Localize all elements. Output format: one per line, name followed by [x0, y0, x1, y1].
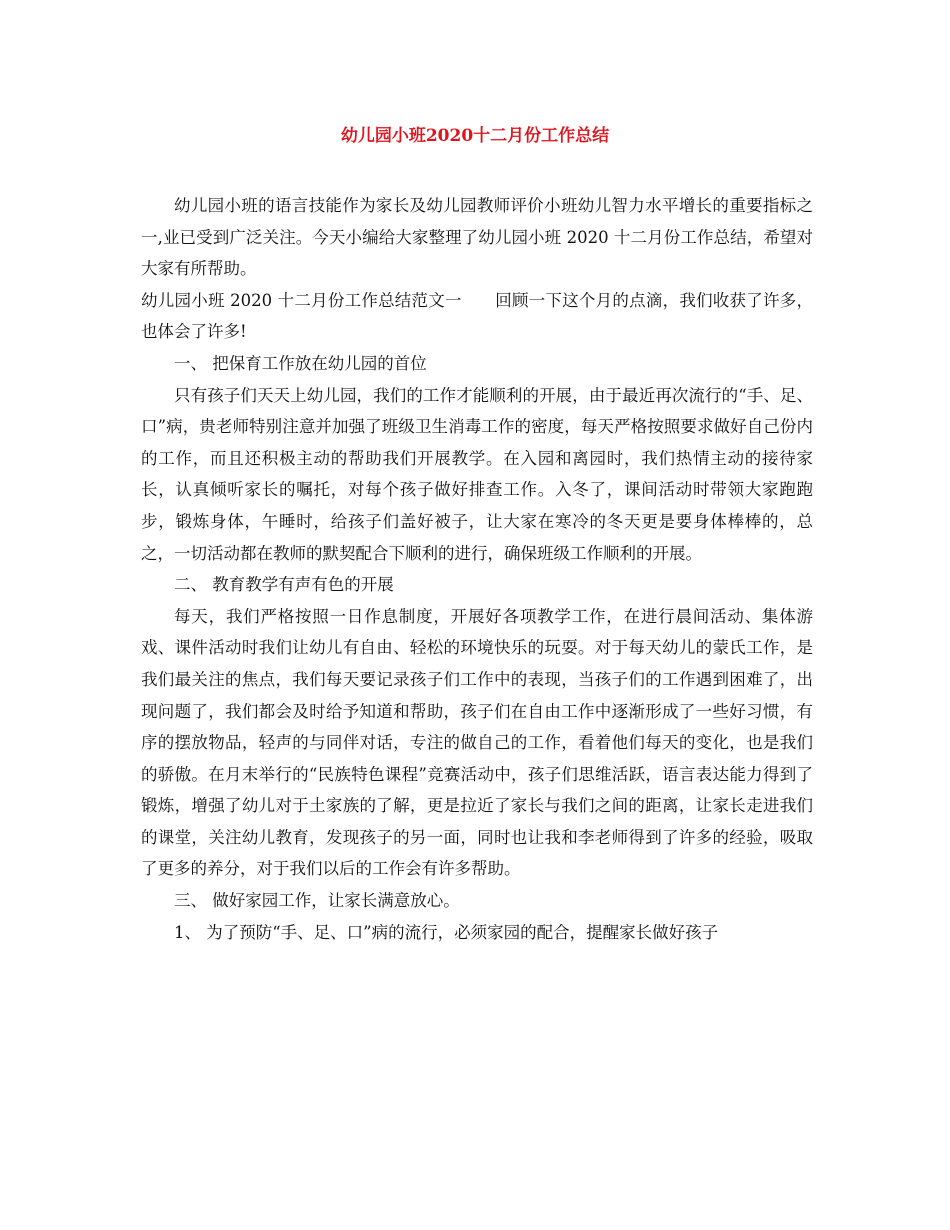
intro-paragraph: 幼儿园小班的语言技能作为家长及幼儿园教师评价小班幼儿智力水平增长的重要指标之一,业已受到广泛关注。今天小编给大家整理了幼儿园小班 2020 十二月份工作总结，希望对大家有所帮助。: [141, 196, 813, 279]
document-title: 幼儿园小班2020十二月份工作总结: [340, 126, 610, 146]
section-heading-1: 一、 把保育工作放在幼儿园的首位: [174, 353, 427, 373]
document-body: [141, 190, 813, 948]
section-heading-3: 三、 做好家园工作，让家长满意放心。: [174, 891, 460, 911]
sample-intro-paragraph: 幼儿园小班 2020 十二月份工作总结范文一 回顾一下这个月的点滴，我们收获了许多，也体会了许多!: [141, 290, 813, 342]
section-heading-2: 二、 教育教学有声有色的开展: [174, 575, 394, 595]
section-3-item-1: 1、 为了预防“手、足、口”病的流行，必须家园的配合，提醒家长做好孩子: [174, 922, 719, 942]
section-2-paragraph: 每天，我们严格按照一日作息制度，开展好各项教学工作，在进行晨间活动、集体游戏、课件活动时我们让幼儿有自由、轻松的环境快乐的玩耍。对于每天幼儿的蒙氏工作，是我们最关注的焦点，我们每天要记录孩子们工作中的表现，当孩子们的工作遇到困难了，出现问题了，我们都会及时给予知道和帮助，孩子们在自由工作中逐渐形成了一些好习惯，有序的摆放物品，轻声的与同伴对话，专注的做自己的工作，看着他们每天的变化，也是我们的骄傲。在月末举行的“民族特色课程”竞赛活动中，孩子们思维活跃，语言表达能力得到了锻炼，增强了幼儿对于土家族的了解，更是拉近了家长与我们之间的距离，让家长走进我们的课堂，关注幼儿教育，发现孩子的另一面，同时也让我和李老师得到了许多的经验，吸取了更多的养分，对于我们以后的工作会有许多帮助。: [141, 606, 813, 879]
section-1-paragraph: 只有孩子们天天上幼儿园，我们的工作才能顺利的开展，由于最近再次流行的“手、足、口”病，贵老师特别注意并加强了班级卫生消毒工作的密度，每天严格按照要求做好自己份内的工作，而且还积极主动的帮助我们开展教学。在入园和离园时，我们热情主动的接待家长，认真倾听家长的嘱托，对每个孩子做好排查工作。入冬了，课间活动时带领大家跑跑步，锻炼身体，午睡时，给孩子们盖好被子，让大家在寒冷的冬天更是要身体棒棒的，总之，一切活动都在教师的默契配合下顺利的进行，确保班级工作顺利的开展。: [141, 385, 813, 563]
